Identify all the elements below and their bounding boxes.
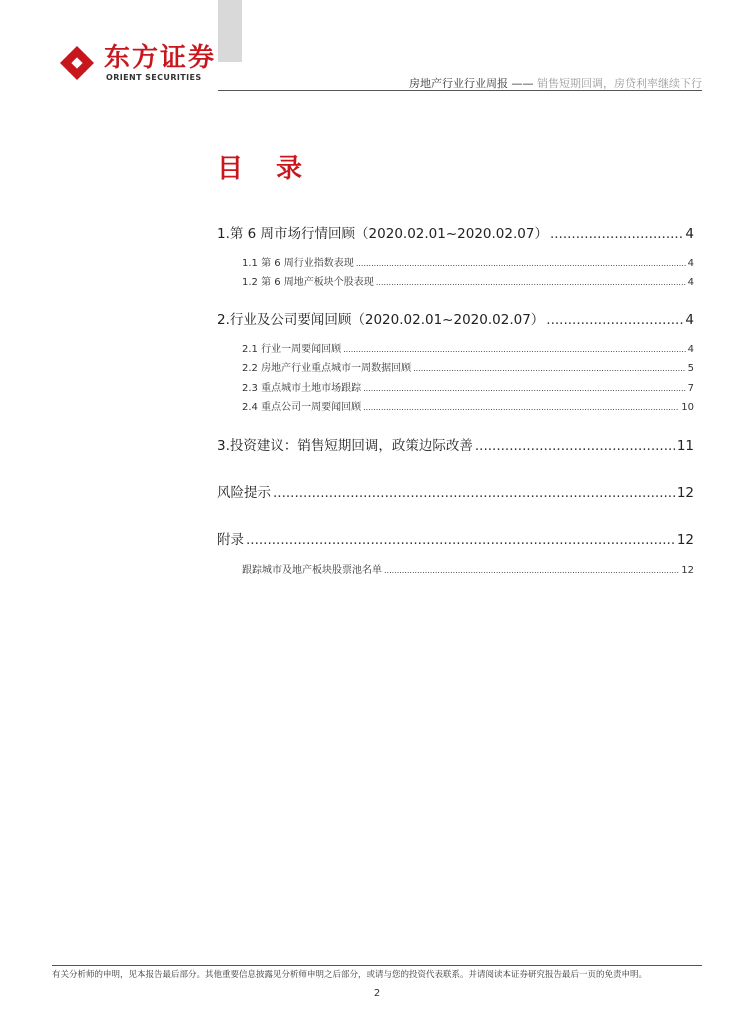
toc-entry-text: 1.第 6 周市场行情回顾（2020.02.01~2020.02.07） (217, 226, 548, 242)
toc-leader-dots (550, 226, 683, 242)
footer-divider (52, 965, 702, 966)
toc-leader-dots (384, 566, 679, 575)
logo-english-name: ORIENT SECURITIES (106, 73, 202, 82)
toc-entry-text: 附录 (217, 532, 244, 548)
page-number: 2 (373, 988, 381, 999)
toc-entry-page: 4 (685, 226, 694, 242)
toc-entry-page: 12 (676, 532, 694, 548)
toc-entry[interactable] (217, 308, 694, 328)
toc-entry[interactable] (217, 379, 694, 394)
toc-entry-page: 12 (676, 485, 694, 501)
toc-entry[interactable] (217, 254, 694, 269)
header-gray-strip (218, 0, 242, 62)
toc-leader-dots (363, 403, 679, 412)
toc-leader-dots (363, 384, 686, 393)
toc-entry-text: 1.2 第 6 周地产板块个股表现 (242, 277, 374, 288)
toc-entry[interactable] (217, 340, 694, 355)
toc-leader-dots (413, 364, 686, 373)
toc-entry-text: 3.投资建议：销售短期回调，政策边际改善 (217, 438, 473, 454)
toc-entry-text: 风险提示 (217, 485, 271, 501)
toc-leader-dots (475, 438, 675, 454)
toc-entry-page: 12 (681, 565, 694, 576)
toc-entry-page: 7 (687, 383, 694, 394)
toc-entry-text: 2.2 房地产行业重点城市一周数据回顾 (242, 363, 412, 374)
report-header-title (409, 75, 702, 91)
toc-leader-dots (546, 312, 683, 328)
footer-disclaimer: 有关分析师的申明，见本报告最后部分。其他重要信息披露见分析师申明之后部分，或请与您的投资代表联系。并请阅读本证券研究报告最后一页的免责申明。 (52, 970, 648, 980)
toc-leader-dots (356, 259, 686, 268)
toc-entry[interactable] (217, 561, 694, 576)
toc-entry-text: 1.1 第 6 周行业指数表现 (242, 258, 354, 269)
toc-entry[interactable] (217, 398, 694, 413)
toc-entry-page: 11 (676, 438, 694, 454)
toc-entry-page: 5 (687, 363, 694, 374)
toc-title: 目 录 (217, 154, 315, 184)
toc-entry-page: 4 (685, 312, 694, 328)
toc-entry[interactable] (217, 434, 694, 454)
toc-leader-dots (376, 278, 686, 287)
toc-entry-page: 4 (687, 344, 694, 355)
toc-entry-page: 4 (687, 258, 694, 269)
toc-entry-page: 4 (687, 277, 694, 288)
header-divider (218, 90, 702, 91)
logo-chinese-name: 东方证券 (104, 43, 217, 73)
company-logo (58, 44, 218, 84)
toc-entry[interactable] (217, 528, 694, 548)
toc-entry-text: 2.3 重点城市土地市场跟踪 (242, 383, 362, 394)
toc-entry-text: 2.4 重点公司一周要闻回顾 (242, 402, 362, 413)
orient-securities-logo-icon (58, 44, 96, 82)
toc-entry-page: 10 (681, 402, 694, 413)
toc-entry[interactable] (217, 222, 694, 242)
toc-entry[interactable] (217, 481, 694, 501)
toc-entry[interactable] (217, 359, 694, 374)
report-type: 房地产行业行业周报 —— (409, 77, 534, 90)
toc-leader-dots (273, 485, 675, 501)
toc-entry-text: 2.行业及公司要闻回顾（2020.02.01~2020.02.07） (217, 312, 545, 328)
toc-entry-text: 2.1 行业一周要闻回顾 (242, 344, 342, 355)
report-subtitle: 销售短期回调，房贷利率继续下行 (537, 77, 702, 90)
toc-leader-dots (246, 532, 675, 548)
toc-leader-dots (343, 345, 686, 354)
toc-entry[interactable] (217, 273, 694, 288)
toc-entry-text: 跟踪城市及地产板块股票池名单 (242, 565, 382, 576)
